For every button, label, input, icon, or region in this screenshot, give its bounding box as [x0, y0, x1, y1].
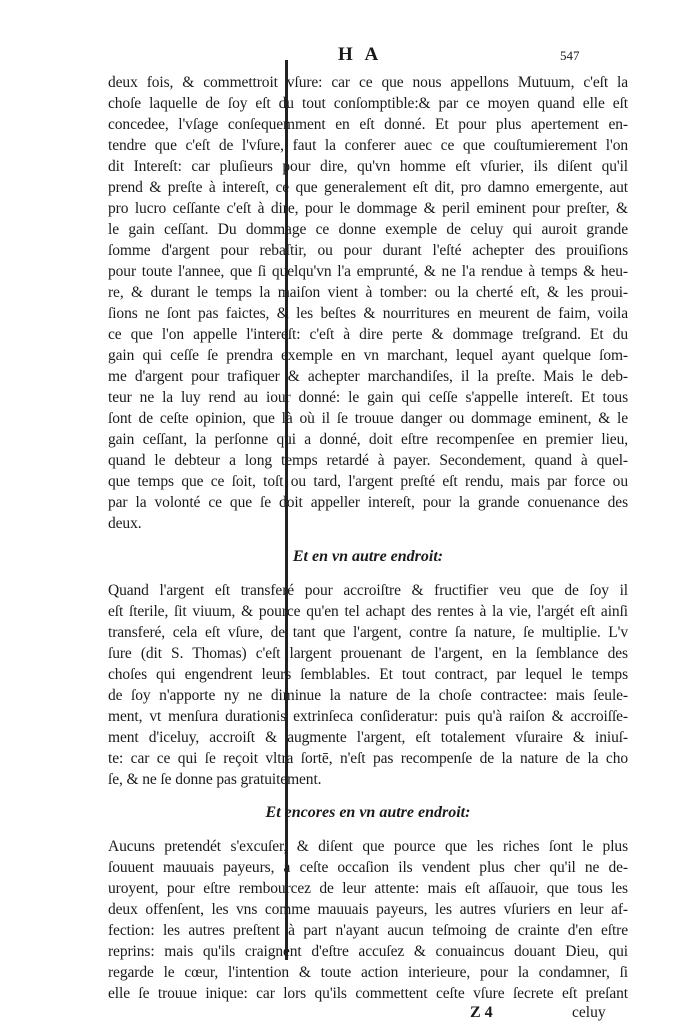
text-line: Quand l'argent eſt transferé pour accroiſtre & fructifier veu que de ſoy il	[108, 582, 628, 599]
text-line: uroyent, pour eſtre rembourcez de leur attente: mais eſt aſſauoir, que tous les	[108, 880, 628, 897]
text-line: deux offenſent, les vns comme mauuais payeurs, les autres vſuriers en leur af-	[108, 901, 628, 918]
text-line: que temps que ce ſoit, toſt ou tard, l'argent preſté eſt rendu, mais par force ou	[108, 473, 628, 490]
running-title: H A	[338, 44, 383, 65]
text-line: elle ſe trouue inique: car lors qu'ils commettent ceſte vſure ſecrete eſt preſant	[108, 985, 628, 1002]
text-line: pro lucro ceſſante c'eſt à dire, pour le dommage & peril eminent pour preſter, &	[108, 200, 628, 217]
text-line: deux.	[108, 515, 142, 532]
text-line: choſe laquelle de ſoy eſt du tout conſomptible:& par ce moyen quand elle eſt	[108, 95, 628, 112]
text-line: quand le debteur a long temps retardé à payer. Secondement, quand à quel-	[108, 452, 628, 469]
text-line: regarde le cœur, l'intention & toute action interieure, pour la condamner, ſi	[108, 964, 628, 981]
text-line: te: car ce qui ſe reçoit vltra ſortē, n'eſt pas recompenſe de la nature de la cho	[108, 750, 628, 767]
text-line: deux fois, & commettroit vſure: car ce que nous appellons Mutuum, c'eſt la	[108, 74, 628, 91]
text-line: le gain ceſſant. Du dommage ce donne exemple de celuy qui auroit grande	[108, 221, 628, 238]
text-line: ſomme d'argent pour rebaſtir, ou pour durant l'eſté achepter des prouiſions	[108, 242, 628, 259]
text-line: gain ceſſant, la perſonne qui a donné, doit eſtre recompenſee en premier lieu,	[108, 431, 628, 448]
page-number: 547	[560, 48, 580, 63]
section-heading: Et en vn autre endroit:	[292, 548, 444, 565]
text-line: transferé, cela eſt vſure, de tant que l'argent, contre ſa nature, ſe multiplie. L'v	[108, 624, 628, 641]
signature-mark: Z 4	[470, 1004, 493, 1021]
text-line: prend & preſte à intereſt, ce que generalement eſt dit, pro damno emergente, aut	[108, 179, 628, 196]
text-line: me d'argent pour trafiquer & achepter marchandiſes, il la preſte. Mais le deb-	[108, 368, 628, 385]
text-line: par la volonté ce que ſe doit appeller intereſt, pour la grande conuenance des	[108, 494, 628, 511]
text-line: Aucuns pretendét s'excuſer, & diſent que pource que les riches ſont le plus	[108, 838, 628, 855]
text-line: eſt ſterile, ſit viuum, & pource qu'en tel achapt des rentes à la vie, l'argét eſt ainſi	[108, 603, 628, 620]
text-line: gain qui ceſſe ſe prendra exemple en vn marchant, lequel ayant quelque ſom-	[108, 347, 628, 364]
text-line: dit Intereſt: car pluſieurs pour dire, qu'vn homme eſt vſurier, ils diſent qu'il	[108, 158, 628, 175]
text-line: teur ne la luy rend au iour donné: le gain qui ceſſe s'appelle intereſt. Et tous	[108, 389, 628, 406]
text-line: reprins: mais qu'ils craignent d'eſtre accuſez & conuaincus douant Dieu, qui	[108, 943, 628, 960]
text-line: re, & durant le temps la maiſon vient à tomber: ou la cherté eſt, & les proui-	[108, 284, 628, 301]
text-line: ſouuent mauuais payeurs, à ceſte occaſion ils vendent plus cher qu'il ne de-	[108, 859, 628, 876]
text-line: choſes qui engendrent leurs ſemblables. Et tout contract, par lequel le temps	[108, 666, 628, 683]
text-line: ſont de ceſte opinion, que là où il ſe trouue danger ou dommage eminent, & le	[108, 410, 628, 427]
catchword: celuy	[572, 1004, 606, 1021]
text-line: ſions ne ſont pas faictes, & les beſtes & nourritures en meurent de faim, voila	[108, 305, 628, 322]
text-line: ce que l'on appelle l'intereſt: c'eſt à dire perte & dommage treſgrand. Et du	[108, 326, 628, 343]
text-line: pour toute l'annee, que ſi quelqu'vn l'a emprunté, & ne l'a rendue à temps & heu-	[108, 263, 628, 280]
text-line: ment d'iceluy, accroiſt & augmente l'argent, eſt totalement vſuraire & iniuſ-	[108, 729, 628, 746]
text-line: ment, vt menſura durationis extrinſeca conſideratur: puis qu'à raiſon & accroiſſe-	[108, 708, 628, 725]
text-line: ſure (dit S. Thomas) c'eſt largent prouenant de l'argent, en la ſemblance des	[108, 645, 628, 662]
text-line: fection: les autres preſtent à part n'ayant aucun teſmoing de crainte d'en eſtre	[108, 922, 628, 939]
text-line: tendre que c'eſt de l'vſure, faut la conferer auec ce que couſtumierement l'on	[108, 137, 628, 154]
section-heading: Et encores en vn autre endroit:	[265, 804, 471, 821]
text-line: concedee, l'vſage conſequemment en eſt donné. Et pour plus apertement en-	[108, 116, 628, 133]
text-line: ſe, & ne ſe donne pas gratuitement.	[108, 771, 322, 788]
text-line: de ſoy n'apporte ny ne diminue la nature de la choſe contractee: mais ſeule-	[108, 687, 628, 704]
